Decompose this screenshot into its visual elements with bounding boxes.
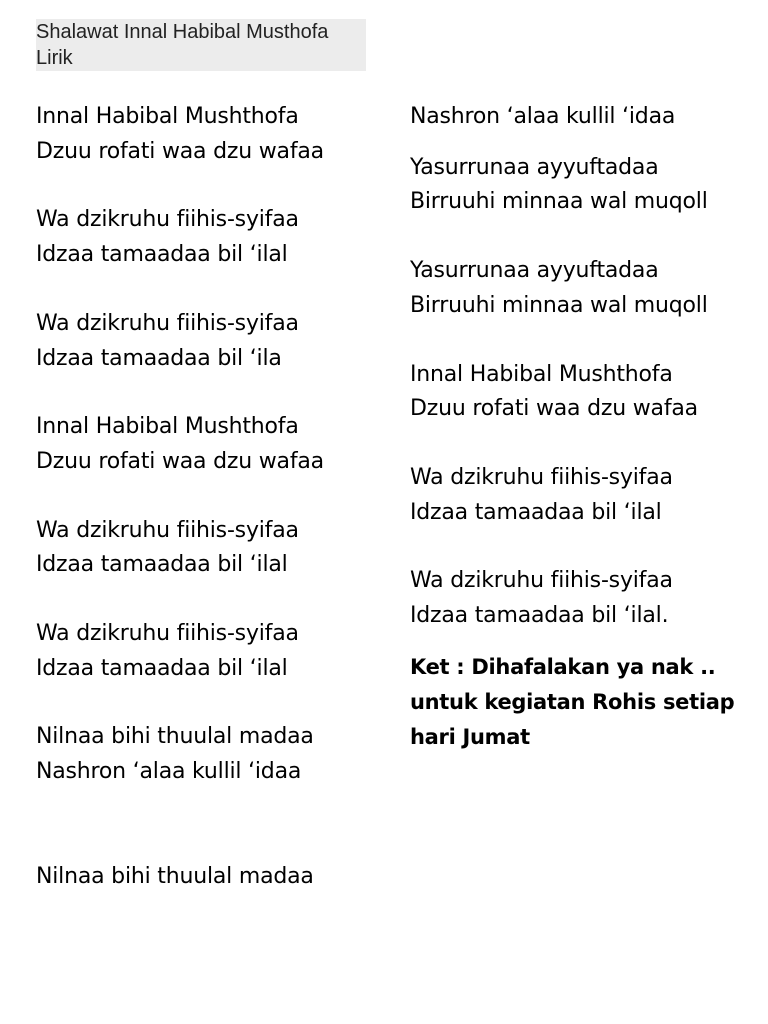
lyric-line: Innal Habibal Mushthofa [36, 414, 299, 440]
lyric-line: Idzaa tamaadaa bil ‘ilal [36, 552, 288, 578]
lyric-line: Dzuu rofati waa dzu wafaa [410, 396, 698, 422]
lyric-line: Dzuu rofati waa dzu wafaa [36, 448, 324, 474]
lyric-line: Nilnaa bihi thuulal madaa [36, 724, 314, 750]
lyric-line: Yasurrunaa ayyuftadaa [410, 258, 659, 284]
lyric-line: Wa dzikruhu fiihis-syifaa [410, 568, 673, 594]
document-title [36, 19, 366, 71]
lyric-line: Wa dzikruhu fiihis-syifaa [410, 464, 673, 490]
lyric-line: Innal Habibal Mushthofa [36, 104, 299, 129]
lyric-line: Idzaa tamaadaa bil ‘ilal [36, 242, 288, 268]
title-line-2: Lirik [36, 47, 73, 69]
lyric-line: Idzaa tamaadaa bil ‘ila [36, 345, 282, 371]
lyric-line: Dzuu rofati waa dzu wafaa [36, 138, 324, 164]
note-line-2: untuk kegiatan Rohis setiap [410, 689, 735, 714]
lyric-line: Idzaa tamaadaa bil ‘ilal [410, 499, 662, 525]
lyric-line: Wa dzikruhu fiihis-syifaa [36, 207, 299, 233]
note-line-1: Ket : Dihafalakan ya nak .. [410, 654, 716, 679]
lyrics-right-column [410, 100, 750, 755]
lyric-line: Birruuhi minnaa wal muqoll [410, 189, 708, 215]
lyric-line: Innal Habibal Mushthofa [410, 361, 673, 387]
lyric-line: Idzaa tamaadaa bil ‘ilal. [410, 603, 669, 629]
note-line-3: hari Jumat [410, 724, 530, 749]
lyric-line: Birruuhi minnaa wal muqoll [410, 292, 708, 318]
title-line-1: Shalawat Innal Habibal Musthofa [36, 21, 329, 43]
lyric-line: Idzaa tamaadaa bil ‘ilal [36, 655, 288, 681]
lyric-line: Wa dzikruhu fiihis-syifaa [36, 621, 299, 647]
lyrics-left-column [36, 100, 381, 895]
lyric-line: Wa dzikruhu fiihis-syifaa [36, 517, 299, 543]
lyric-line: Yasurrunaa ayyuftadaa [410, 154, 659, 180]
lyric-line: Nashron ‘alaa kullil ‘idaa [410, 104, 676, 129]
lyric-line: Nilnaa bihi thuulal madaa [36, 863, 314, 889]
lyric-line: Wa dzikruhu fiihis-syifaa [36, 310, 299, 336]
lyric-line: Nashron ‘alaa kullil ‘idaa [36, 759, 302, 785]
